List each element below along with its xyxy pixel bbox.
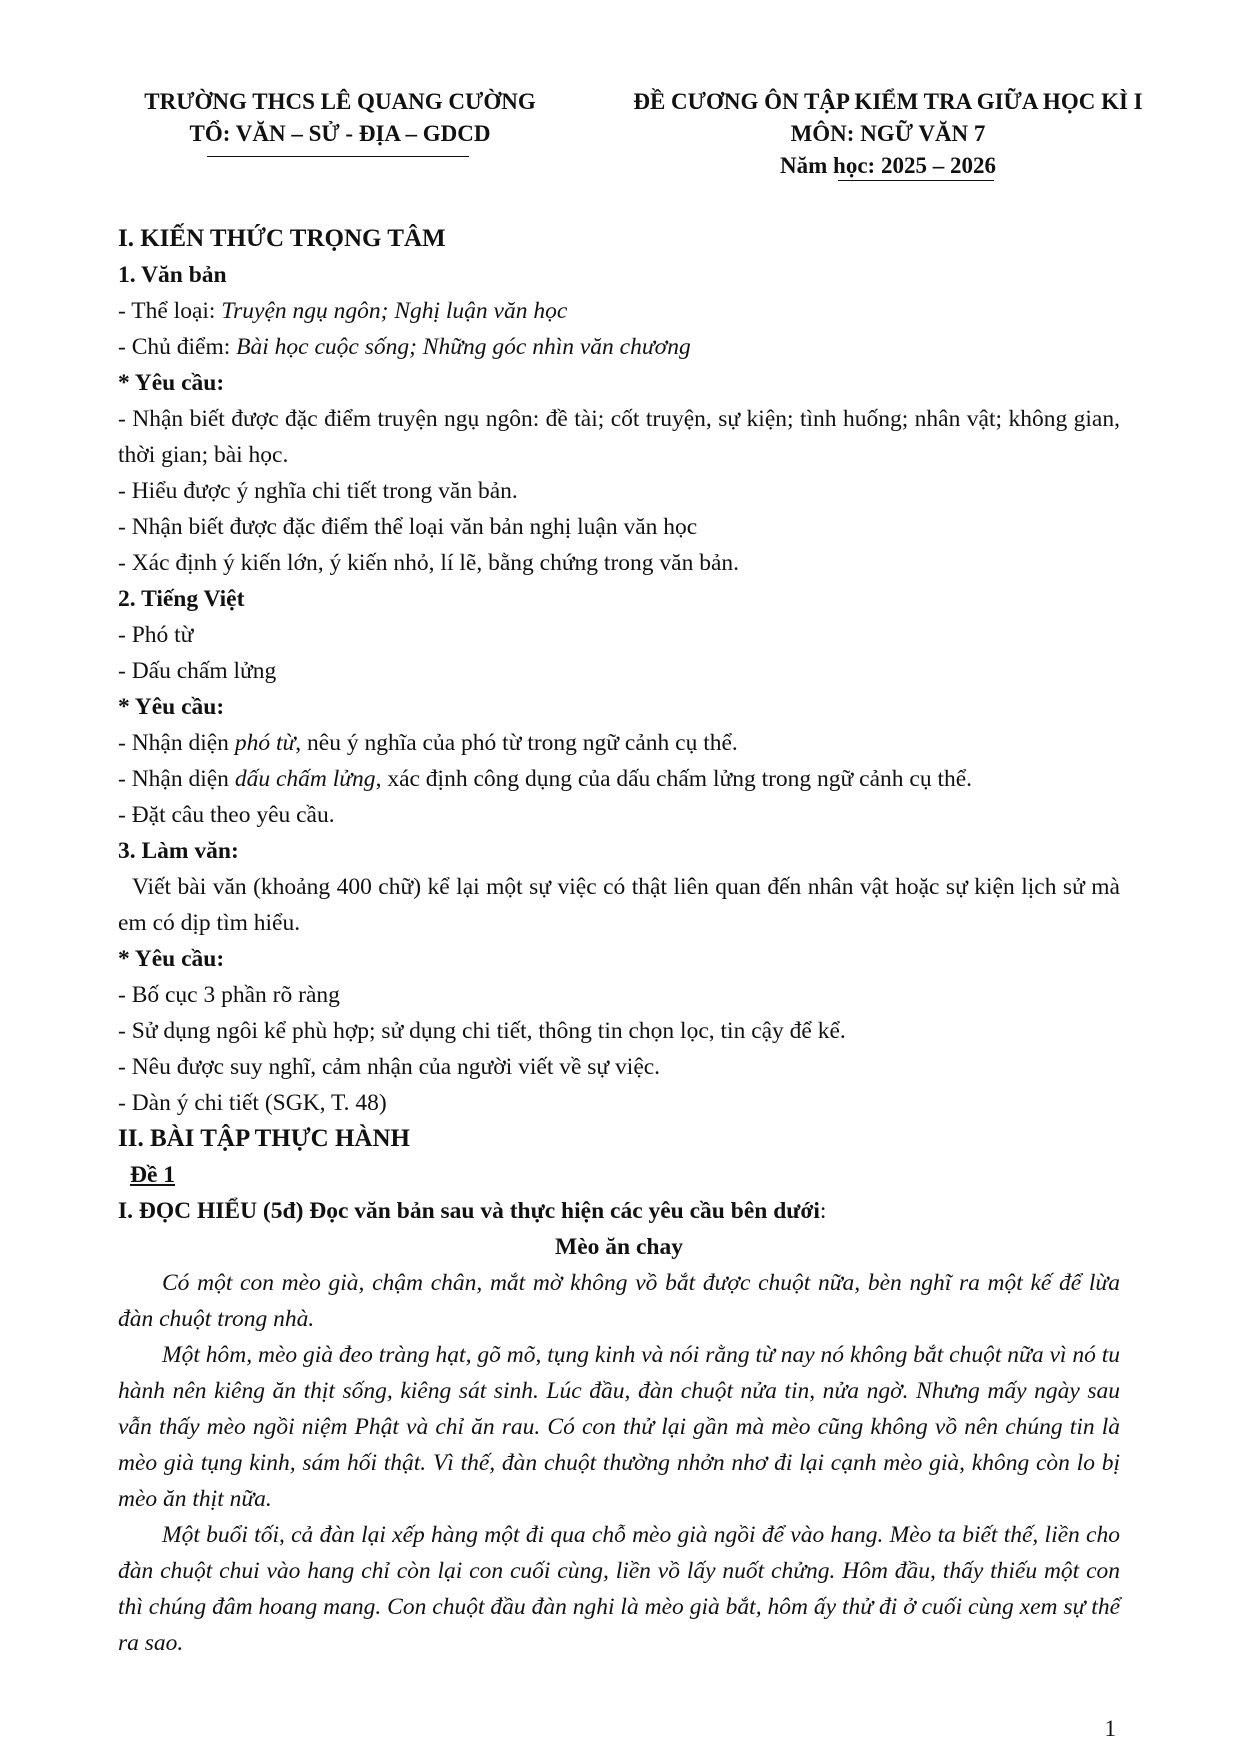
subsection-heading: 2. Tiếng Việt bbox=[118, 586, 245, 612]
story-paragraph: Có một con mèo già, chậm chân, mắt mờ không vồ bắt được chuột nữa, bèn nghĩ ra một kế để lừa đàn chuột trong nhà. bbox=[118, 1270, 1120, 1332]
story-paragraph: Một buổi tối, cả đàn lại xếp hàng một đi qua chỗ mèo già ngồi để vào hang. Mèo ta biết thế, liền cho đàn chuột chui vào hang chỉ còn lại con cuối cùng, liền vồ lấy nuốt chửng. Hôm đầu, thấy thiếu một con thì chúng đâm hoang mang. Con chuột đầu đàn nghi là mèo già bắt, hôm ấy thử đi ở cuối cùng xem sự thể ra sao. bbox=[118, 1522, 1120, 1656]
document-body bbox=[118, 221, 1120, 1661]
theme-line: - Chủ điểm: Bài học cuộc sống; Những góc nhìn văn chương bbox=[118, 334, 691, 360]
department-name: TỔ: VĂN – SỬ - ĐỊA – GDCD bbox=[189, 121, 491, 146]
topic-item: - Phó từ bbox=[118, 622, 194, 648]
story-title: Mèo ăn chay bbox=[555, 1234, 683, 1260]
requirements-heading: * Yêu cầu: bbox=[118, 946, 225, 972]
section-heading: I. KIẾN THỨC TRỌNG TÂM bbox=[118, 225, 446, 252]
requirement-item: - Nhận diện phó từ, nêu ý nghĩa của phó từ trong ngữ cảnh cụ thể. bbox=[118, 730, 738, 756]
story-paragraph: Một hôm, mèo già đeo tràng hạt, gõ mõ, tụng kinh và nói rằng từ nay nó không bắt chuột nữa vì nó tu hành nên kiêng ăn thịt sống, kiêng sát sinh. Lúc đầu, đàn chuột nửa tin, nửa ngờ. Nhưng mấy ngày sau vẫn thấy mèo ngồi niệm Phật và chỉ ăn rau. Có con thử lại gần mà mèo cũng không vồ nên chúng tin là mèo già tụng kinh, sám hối thật. Vì thế, đàn chuột thường nhởn nhơ đi lại cạnh mèo già, không còn lo bị mèo ăn thịt nữa. bbox=[118, 1342, 1120, 1512]
requirement-item: - Nhận biết được đặc điểm truyện ngụ ngôn: đề tài; cốt truyện, sự kiện; tình huống; nhân vật; không gian, thời gian; bài học. bbox=[118, 406, 1120, 468]
school-year: Năm học: 2025 – 2026 bbox=[780, 150, 996, 182]
subject-name: MÔN: NGỮ VĂN 7 bbox=[790, 121, 986, 146]
subsection-heading: 3. Làm văn: bbox=[118, 838, 239, 864]
document-title: ĐỀ CƯƠNG ÔN TẬP KIỂM TRA GIỮA HỌC KÌ I bbox=[633, 89, 1143, 114]
requirement-item: - Xác định ý kiến lớn, ý kiến nhỏ, lí lẽ, bằng chứng trong văn bản. bbox=[118, 550, 740, 576]
header-left bbox=[120, 86, 560, 150]
header-divider bbox=[207, 156, 469, 157]
genre-line: - Thể loại: Truyện ngụ ngôn; Nghị luận văn học bbox=[118, 298, 568, 324]
requirement-item: - Bố cục 3 phần rõ ràng bbox=[118, 982, 340, 1008]
requirement-item: - Nhận diện dấu chấm lửng, xác định công dụng của dấu chấm lửng trong ngữ cảnh cụ thể. bbox=[118, 766, 973, 792]
reading-heading: I. ĐỌC HIỂU (5đ) Đọc văn bản sau và thực hiện các yêu cầu bên dưới: bbox=[118, 1198, 827, 1224]
page-number: 1 bbox=[1104, 1716, 1116, 1741]
writing-task: Viết bài văn (khoảng 400 chữ) kể lại một sự việc có thật liên quan đến nhân vật hoặc sự kiện lịch sử mà em có dịp tìm hiểu. bbox=[118, 874, 1120, 936]
requirement-item: - Hiểu được ý nghĩa chi tiết trong văn bản. bbox=[118, 478, 518, 504]
requirement-item: - Dàn ý chi tiết (SGK, T. 48) bbox=[118, 1090, 387, 1116]
requirement-item: - Sử dụng ngôi kể phù hợp; sử dụng chi tiết, thông tin chọn lọc, tin cậy để kể. bbox=[118, 1018, 846, 1044]
exam-label: Đề 1 bbox=[130, 1162, 176, 1188]
section-heading: II. BÀI TẬP THỰC HÀNH bbox=[118, 1125, 410, 1152]
requirement-item: - Nhận biết được đặc điểm thể loại văn bản nghị luận văn học bbox=[118, 514, 698, 540]
requirements-heading: * Yêu cầu: bbox=[118, 370, 225, 396]
topic-item: - Dấu chấm lửng bbox=[118, 658, 277, 684]
requirement-item: - Đặt câu theo yêu cầu. bbox=[118, 802, 335, 828]
school-name: TRƯỜNG THCS LÊ QUANG CƯỜNG bbox=[144, 89, 536, 114]
subsection-heading: 1. Văn bản bbox=[118, 262, 227, 288]
requirement-item: - Nêu được suy nghĩ, cảm nhận của người viết về sự việc. bbox=[118, 1054, 661, 1080]
requirements-heading: * Yêu cầu: bbox=[118, 694, 225, 720]
header-right bbox=[598, 86, 1178, 182]
